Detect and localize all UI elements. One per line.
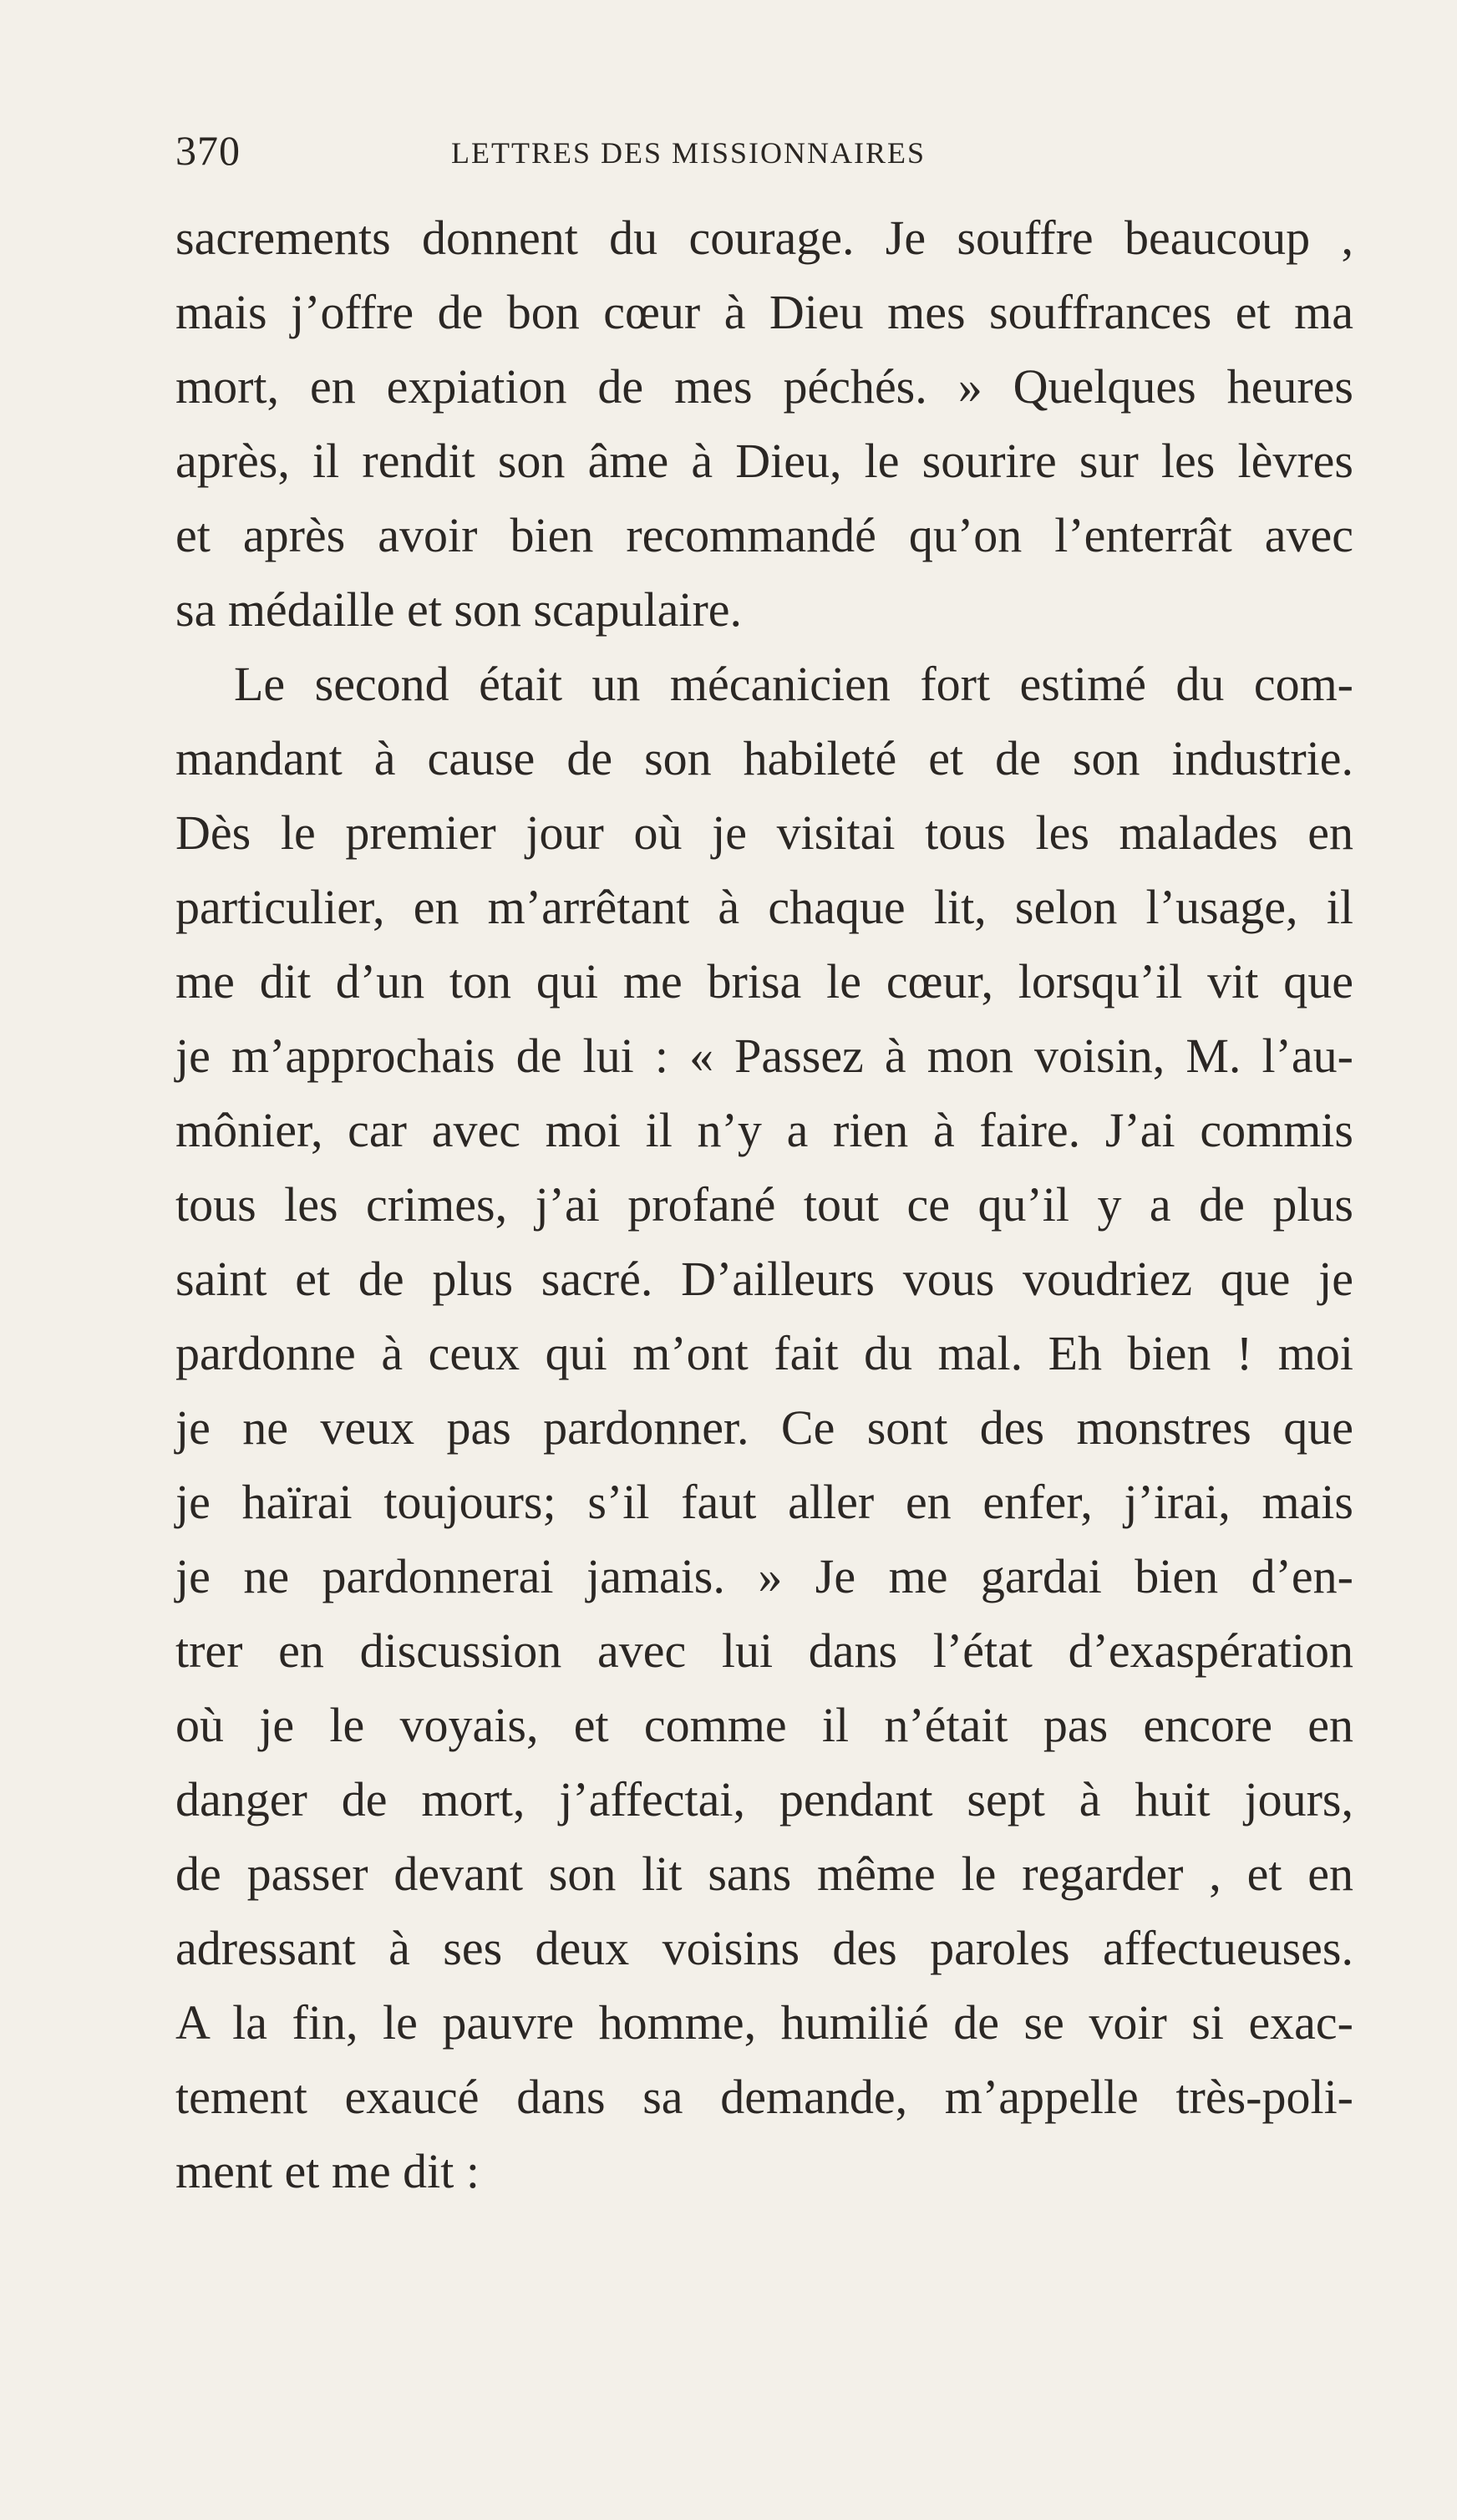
- text-line: sacrements donnent du courage. Je souffre beaucoup ,: [175, 211, 1353, 265]
- text-line: tement exaucé dans sa demande, m’appelle très-poli-: [175, 2070, 1353, 2124]
- text-line: mais j’offre de bon cœur à Dieu mes souffrances et ma: [175, 285, 1353, 339]
- text-line: je ne veux pas pardonner. Ce sont des monstres que: [175, 1400, 1353, 1455]
- text-line: je haïrai toujours; s’il faut aller en enfer, j’irai, mais: [175, 1475, 1353, 1529]
- text-line: où je le voyais, et comme il n’était pas encore en: [175, 1698, 1353, 1752]
- text-line: me dit d’un ton qui me brisa le cœur, lorsqu’il vit que: [175, 954, 1353, 1009]
- text-line: Le second était un mécanicien fort estimé du com-: [234, 657, 1353, 711]
- text-line: A la fin, le pauvre homme, humilié de se voir si exac-: [175, 1995, 1353, 2050]
- text-line: pardonne à ceux qui m’ont fait du mal. Eh bien ! moi: [175, 1326, 1353, 1380]
- text-line: saint et de plus sacré. D’ailleurs vous voudriez que je: [175, 1252, 1353, 1306]
- text-line: Dès le premier jour où je visitai tous les malades en: [175, 805, 1353, 860]
- text-line: ment et me dit :: [175, 2144, 480, 2198]
- running-title: LETTRES DES MISSIONNAIRES: [451, 136, 926, 170]
- text-line: mort, en expiation de mes péchés. » Quelques heures: [175, 359, 1353, 414]
- text-line: particulier, en m’arrêtant à chaque lit, selon l’usage, il: [175, 880, 1353, 934]
- text-line: mandant à cause de son habileté et de son industrie.: [175, 731, 1353, 785]
- text-line: danger de mort, j’affectai, pendant sept à huit jours,: [175, 1772, 1353, 1826]
- text-line: mônier, car avec moi il n’y a rien à faire. J’ai commis: [175, 1103, 1353, 1157]
- text-line: sa médaille et son scapulaire.: [175, 582, 743, 637]
- running-head: [175, 125, 1353, 175]
- text-line: de passer devant son lit sans même le regarder , et en: [175, 1847, 1353, 1901]
- page-number: 370: [175, 127, 241, 174]
- text-line: je ne pardonnerai jamais. » Je me gardai bien d’en-: [175, 1549, 1353, 1603]
- text-line: après, il rendit son âme à Dieu, le sourire sur les lèvres: [175, 434, 1353, 488]
- body-text: [175, 201, 1353, 2208]
- text-line: tous les crimes, j’ai profané tout ce qu’il y a de plus: [175, 1177, 1353, 1232]
- text-line: je m’approchais de lui : « Passez à mon voisin, M. l’au-: [175, 1029, 1353, 1083]
- text-line: trer en discussion avec lui dans l’état d’exaspération: [175, 1623, 1353, 1678]
- text-line: adressant à ses deux voisins des paroles affectueuses.: [175, 1921, 1353, 1975]
- text-line: et après avoir bien recommandé qu’on l’enterrât avec: [175, 508, 1353, 562]
